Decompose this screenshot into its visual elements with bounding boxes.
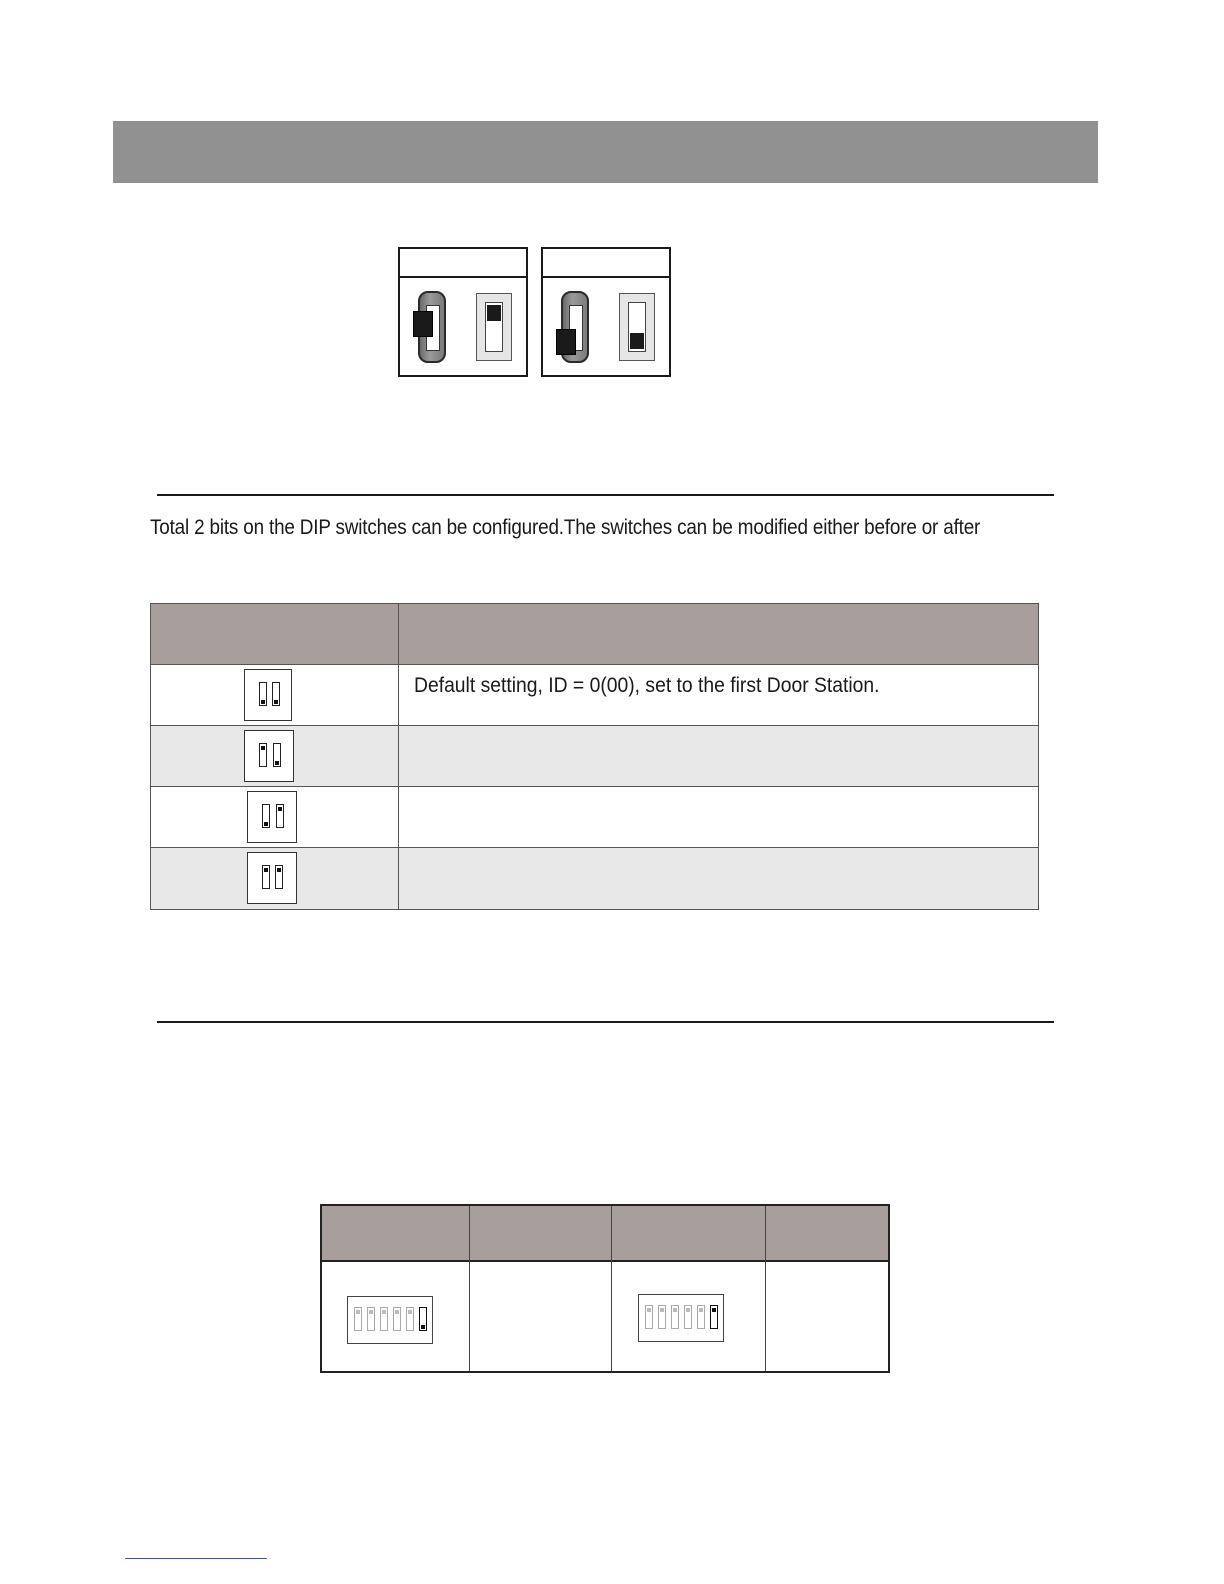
dip-config-table <box>150 603 1039 910</box>
table-row <box>151 787 1038 848</box>
slide-switch-icon <box>619 293 655 361</box>
dip6-config-table <box>320 1204 890 1373</box>
dip-2-on-off-icon <box>244 730 294 782</box>
dip-2-on-on-icon <box>247 852 297 904</box>
switch-panel-caption <box>400 249 526 278</box>
footer-link-underline[interactable] <box>125 1558 267 1559</box>
table-row <box>151 665 1038 726</box>
switch-panel-caption <box>543 249 669 278</box>
section-divider <box>157 494 1054 496</box>
slide-switch-icon <box>476 293 512 361</box>
dip-6-first-off-icon <box>638 1294 724 1342</box>
dip-6-first-on-icon <box>347 1296 433 1344</box>
switch-panel-left <box>398 247 528 377</box>
row-description: Default setting, ID = 0(00), set to the first Door Station. <box>414 674 880 697</box>
dip-2-off-off-icon <box>244 669 292 721</box>
intro-text: Total 2 bits on the DIP switches can be configured.The switches can be modified either before or after <box>150 516 981 539</box>
table-row <box>151 726 1038 787</box>
section-divider <box>157 1021 1054 1023</box>
switch-panel-right <box>541 247 671 377</box>
section-header-bar <box>113 121 1098 183</box>
table-header <box>322 1206 888 1262</box>
table-header <box>151 604 1038 665</box>
table-row <box>151 848 1038 909</box>
toggle-switch-icon <box>418 291 446 363</box>
dip-2-off-on-icon <box>247 791 297 843</box>
toggle-switch-icon <box>561 291 589 363</box>
